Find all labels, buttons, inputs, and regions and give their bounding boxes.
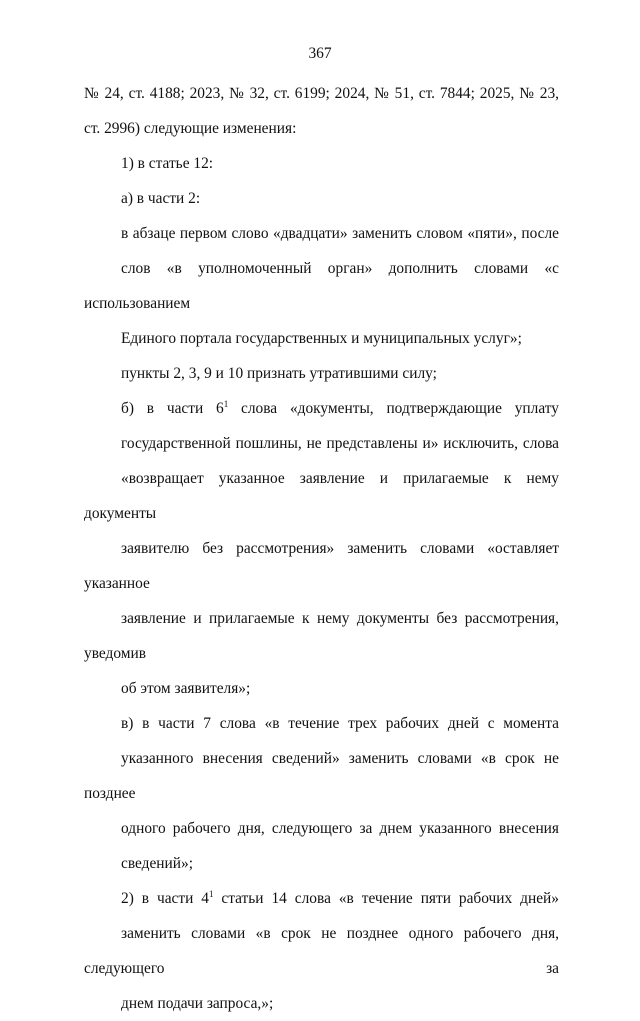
text-line: 1) в статье 12: [121, 155, 214, 172]
superscript: 1 [208, 889, 214, 899]
paragraph [84, 146, 559, 181]
text-line [84, 881, 559, 916]
paragraph [84, 706, 559, 881]
text-line: об этом заявителя»; [121, 680, 251, 697]
text-line: а) в части 2: [121, 190, 201, 207]
text-line: пункты 2, 3, 9 и 10 признать утратившими силу; [121, 365, 437, 382]
text-line: днем подачи запроса,»; [121, 995, 274, 1012]
text-line: сведений»; [121, 855, 193, 872]
text-fragment: статьи 14 слова «в течение пяти рабочих дней» [213, 890, 559, 907]
text-line: заменить словами «в срок не позднее одного рабочего дня, следующего за [84, 925, 559, 977]
paragraph [84, 356, 559, 391]
text-line: заявителю без рассмотрения» заменить словами «оставляет указанное [84, 540, 559, 592]
text-line: в абзаце первом слово «двадцати» заменить словом «пяти», после [121, 225, 559, 242]
text-line: Единого портала государственных и муниципальных услуг»; [121, 330, 522, 347]
text-line: ст. 2996) следующие изменения: [84, 120, 297, 137]
text-line [84, 391, 559, 426]
paragraph [84, 181, 559, 216]
paragraph [84, 216, 559, 356]
superscript: 1 [223, 399, 229, 409]
text-line: одного рабочего дня, следующего за днем указанного внесения [121, 820, 559, 837]
paragraph [84, 881, 559, 1021]
text-line: указанного внесения сведений» заменить словами «в срок не позднее [84, 750, 559, 802]
page-number: 367 [308, 45, 332, 62]
document-body [84, 76, 559, 1021]
paragraph [84, 76, 559, 146]
text-fragment: 2) в части 4 [121, 890, 209, 907]
text-line: в) в части 7 слова «в течение трех рабочих дней с момента [121, 715, 559, 732]
text-fragment: слова «документы, подтверждающие уплату [228, 400, 559, 417]
paragraph [84, 391, 559, 706]
text-line: слов «в уполномоченный орган» дополнить словами «с использованием [84, 260, 559, 312]
text-fragment: б) в части 6 [121, 400, 224, 417]
text-line: государственной пошлины, не представлены и» исключить, слова [121, 435, 559, 452]
text-line: заявление и прилагаемые к нему документы без рассмотрения, уведомив [84, 610, 559, 662]
text-line: «возвращает указанное заявление и прилагаемые к нему документы [84, 470, 559, 522]
text-line: № 24, ст. 4188; 2023, № 32, ст. 6199; 2024, № 51, ст. 7844; 2025, № 23, [84, 85, 559, 102]
